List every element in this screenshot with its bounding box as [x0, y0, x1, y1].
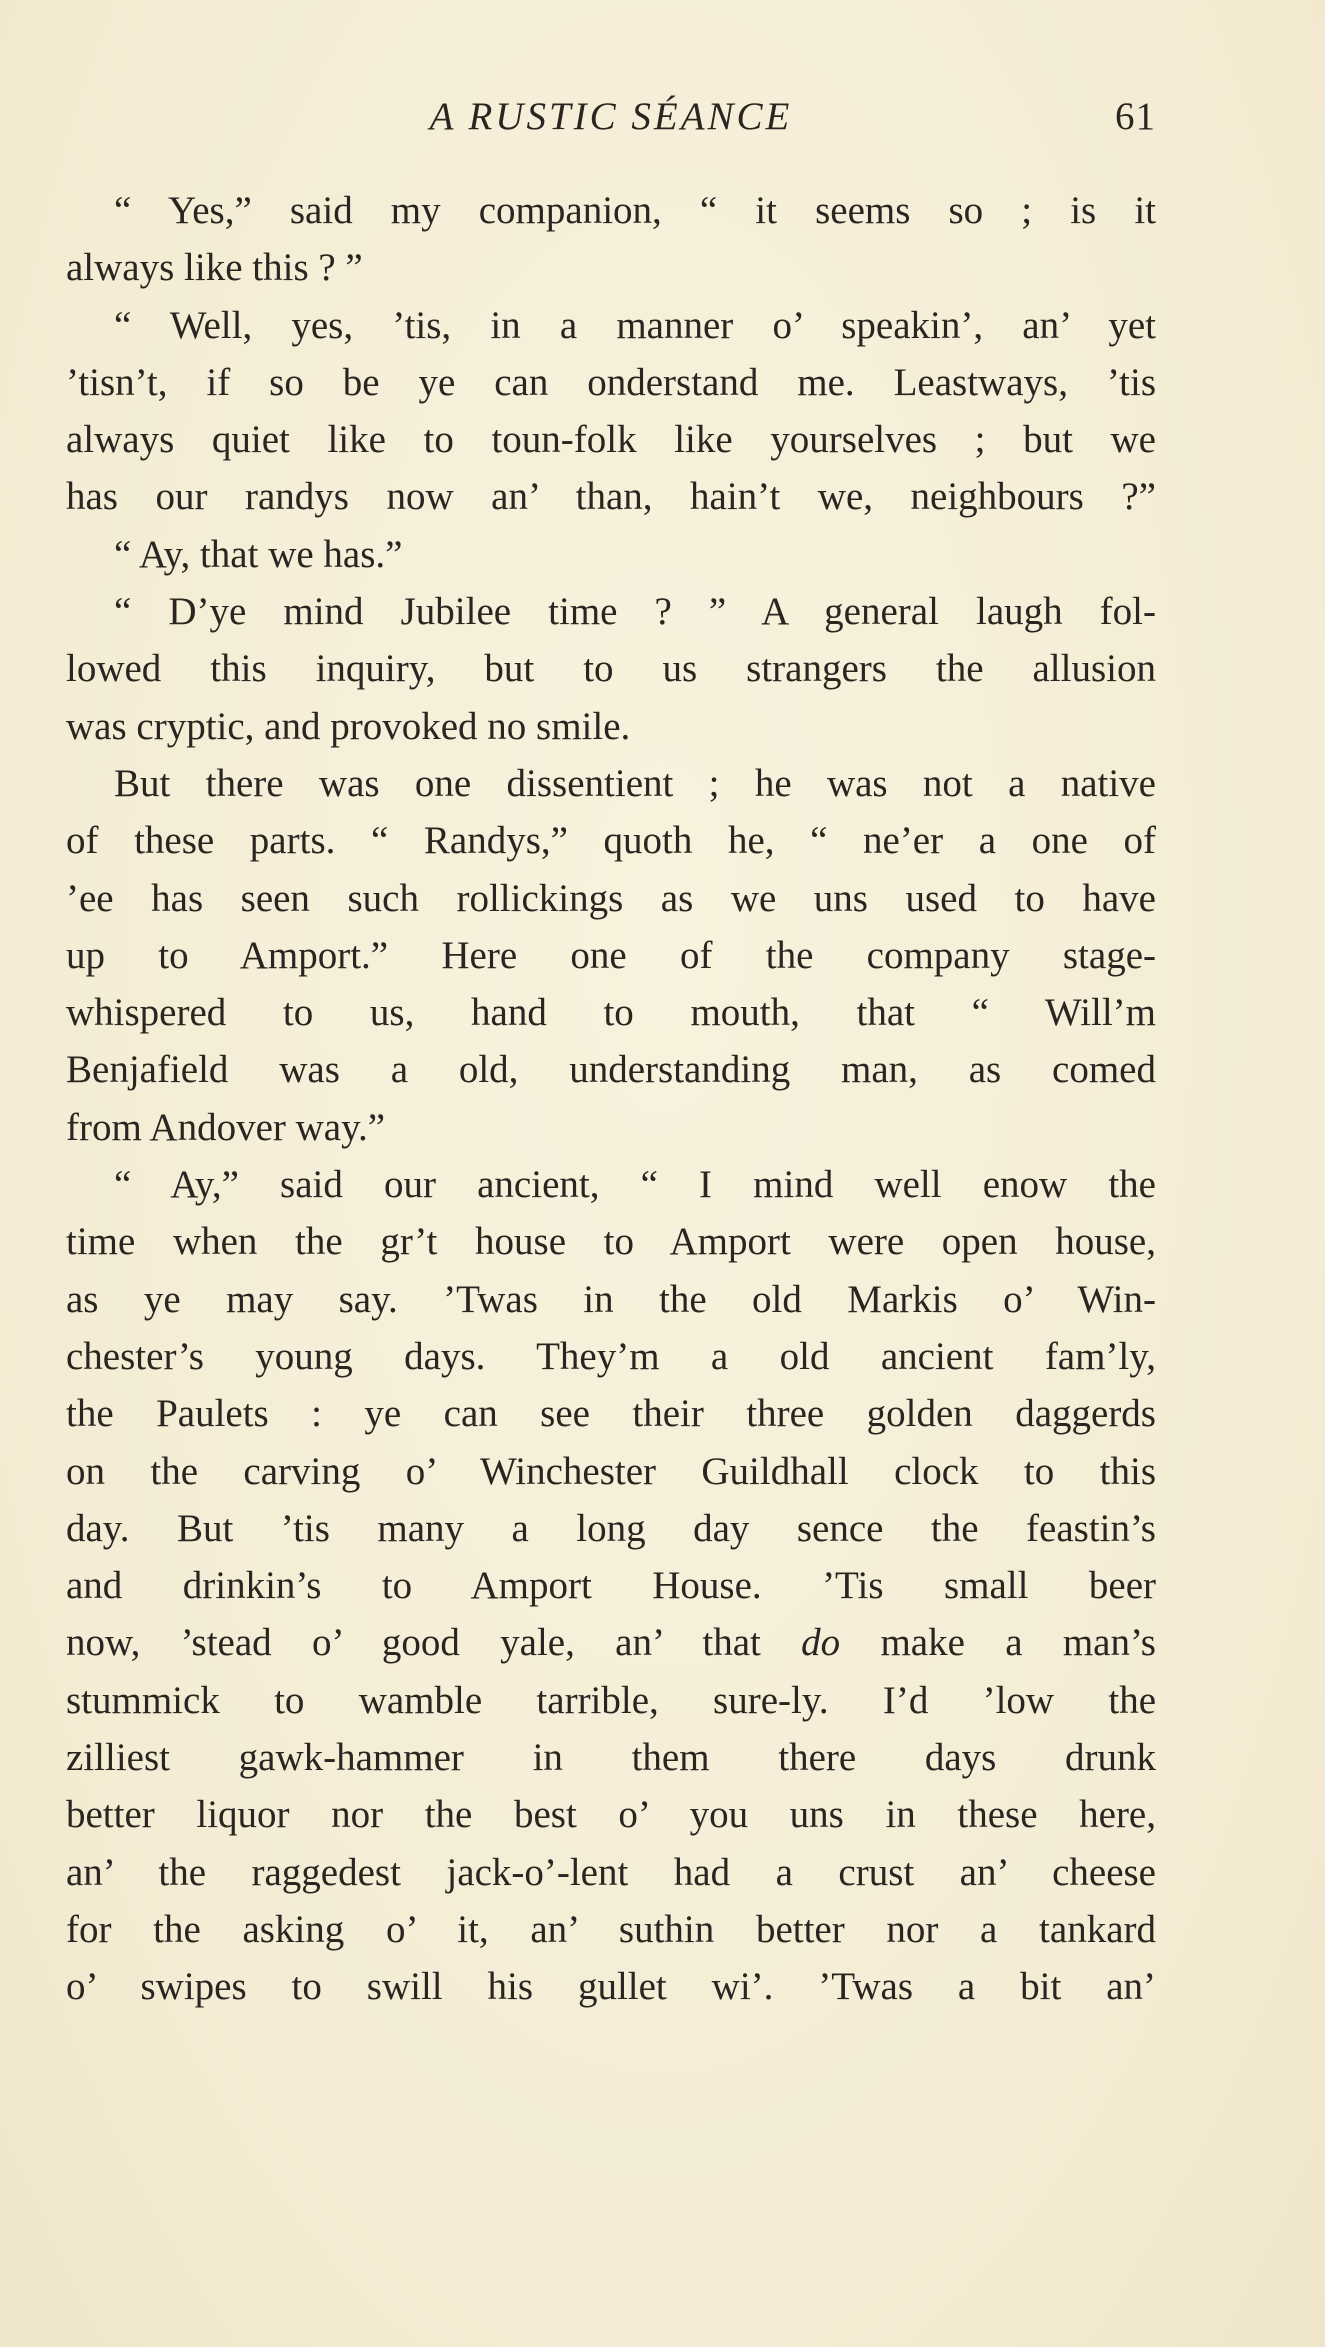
- text-line: whispered to us, hand to mouth, that “ Will’m: [66, 991, 1156, 1035]
- text-line: ’tisn’t, if so be ye can onderstand me. Leastways, ’tis: [66, 360, 1156, 404]
- text-line: has our randys now an’ than, hain’t we, neighbours ?”: [66, 475, 1156, 519]
- text-line: time when the gr’t house to Amport were open house,: [66, 1220, 1156, 1264]
- text-line: for the asking o’ it, an’ suthin better nor a tankard: [66, 1907, 1156, 1951]
- text-line: ’ee has seen such rollickings as we uns used to have: [66, 876, 1156, 920]
- text-line: and drinkin’s to Amport House. ’Tis small beer: [66, 1564, 1156, 1608]
- text-line: always quiet like to toun-folk like yourselves ; but we: [66, 418, 1156, 462]
- text-segment: make a man’s: [840, 1621, 1156, 1665]
- text-line: Benjafield was a old, understanding man, as comed: [66, 1048, 1156, 1092]
- text-line: was cryptic, and provoked no smile.: [66, 704, 631, 748]
- text-line: on the carving o’ Winchester Guildhall clock to this: [66, 1449, 1156, 1493]
- text-segment: now, ’stead o’ good yale, an’ that: [66, 1621, 761, 1665]
- text-line: day. But ’tis many a long day sence the feastin’s: [66, 1506, 1156, 1550]
- text-line-with-emphasis: [66, 1614, 1156, 1671]
- text-line: o’ swipes to swill his gullet wi’. ’Twas a bit an’: [66, 1965, 1156, 2009]
- text-line: the Paulets : ye can see their three golden daggerds: [66, 1392, 1156, 1436]
- text-line: an’ the raggedest jack-o’-lent had a crust an’ cheese: [66, 1850, 1156, 1894]
- text-line: from Andover way.”: [66, 1105, 386, 1149]
- text-line: chester’s young days. They’m a old ancient fam’ly,: [66, 1334, 1156, 1378]
- text-line: always like this ? ”: [66, 246, 363, 290]
- text-line: stummick to wamble tarrible, sure-ly. I’d ’low the: [66, 1678, 1156, 1722]
- text-line: But there was one dissentient ; he was not a native: [114, 761, 1156, 805]
- text-line: as ye may say. ’Twas in the old Markis o’ Win-: [66, 1277, 1156, 1321]
- text-line: better liquor nor the best o’ you uns in these here,: [66, 1793, 1156, 1837]
- emphasized-word: do: [801, 1621, 841, 1665]
- text-line: “ D’ye mind Jubilee time ? ” A general laugh fol-: [114, 590, 1156, 634]
- text-line: of these parts. “ Randys,” quoth he, “ ne’er a one of: [66, 819, 1156, 863]
- page-number: 61: [1115, 95, 1156, 138]
- text-line: lowed this inquiry, but to us strangers the allusion: [66, 647, 1156, 691]
- text-line: up to Amport.” Here one of the company stage-: [66, 933, 1156, 977]
- text-line: zilliest gawk-hammer in them there days drunk: [66, 1736, 1156, 1780]
- text-line: “ Ay,” said our ancient, “ I mind well enow the: [114, 1163, 1156, 1207]
- running-title: A RUSTIC SÉANCE: [429, 95, 793, 138]
- body-text: [66, 182, 1156, 2016]
- text-line: “ Ay, that we has.”: [114, 532, 403, 576]
- text-line: “ Yes,” said my companion, “ it seems so ; is it: [114, 189, 1156, 232]
- running-head: [66, 92, 1156, 142]
- text-line: “ Well, yes, ’tis, in a manner o’ speakin’, an’ yet: [114, 303, 1156, 347]
